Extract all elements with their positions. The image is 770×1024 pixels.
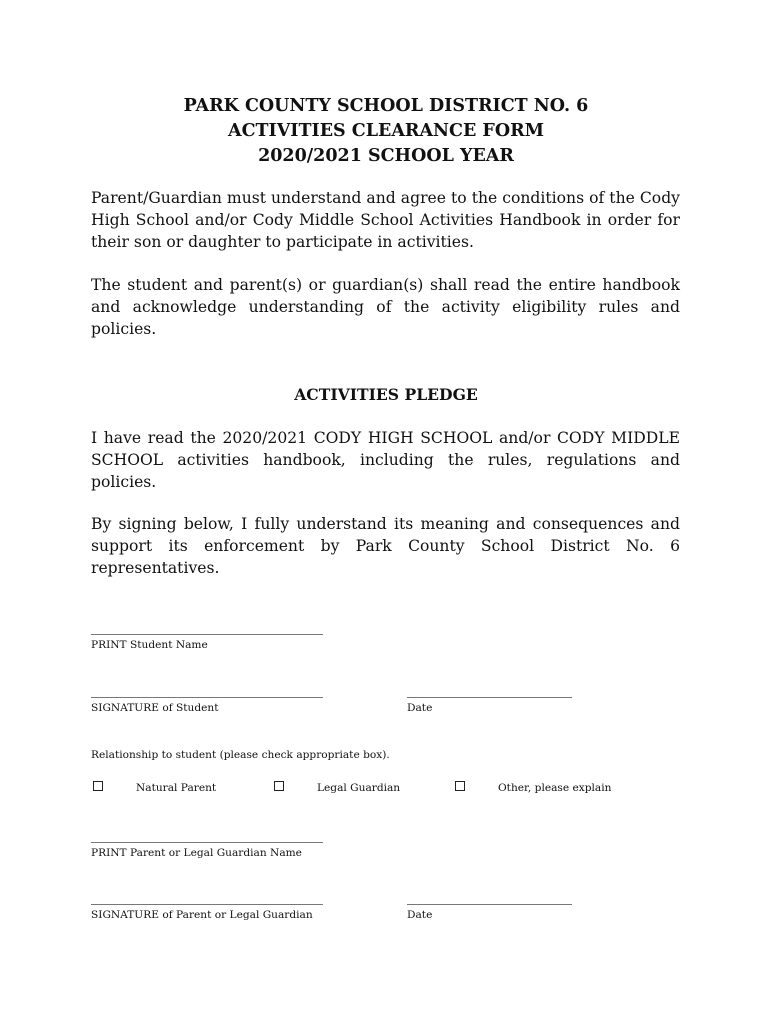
intro-paragraph-2: The student and parent(s) or guardian(s) shall read the entire handbook and acknowledge understanding of the activity eligibility rules and policies. [91,276,680,338]
natural-parent-label: Natural Parent [136,782,217,794]
relationship-prompt: Relationship to student (please check appropriate box). [91,749,390,761]
natural-parent-checkbox[interactable] [93,781,103,791]
legal-guardian-checkbox[interactable] [274,781,284,791]
other-label: Other, please explain [498,782,612,794]
other-checkbox[interactable] [455,781,465,791]
legal-guardian-label: Legal Guardian [317,782,401,794]
guardian-date-label: Date [407,909,433,921]
guardian-date-line[interactable] [407,904,572,905]
guardian-name-line[interactable] [91,842,323,843]
intro-paragraph-1: Parent/Guardian must understand and agree to the conditions of the Cody High School and/or Cody Middle School Activities Handbook in order for their son or daughter to participate in activities. [91,189,680,251]
guardian-signature-line[interactable] [91,904,323,905]
form-title [91,94,681,169]
school-year: 2020/2021 SCHOOL YEAR [258,146,514,166]
student-name-label: PRINT Student Name [91,639,208,651]
student-signature-label: SIGNATURE of Student [91,702,219,714]
district-title: PARK COUNTY SCHOOL DISTRICT NO. 6 [183,96,589,116]
student-date-line[interactable] [407,697,572,698]
student-date-label: Date [407,702,433,714]
form-name: ACTIVITIES CLEARANCE FORM [228,121,544,141]
pledge-paragraph-2: By signing below, I fully understand its meaning and consequences and support its enforcement by Park County School District No. 6 representatives. [91,515,680,577]
pledge-heading: ACTIVITIES PLEDGE [294,385,478,404]
student-name-line[interactable] [91,634,323,635]
pledge-paragraph-1: I have read the 2020/2021 CODY HIGH SCHOOL and/or CODY MIDDLE SCHOOL activities handbook, including the rules, regulations and policies. [91,429,680,491]
student-signature-line[interactable] [91,697,323,698]
guardian-signature-label: SIGNATURE of Parent or Legal Guardian [91,909,313,921]
guardian-name-label: PRINT Parent or Legal Guardian Name [91,847,302,859]
